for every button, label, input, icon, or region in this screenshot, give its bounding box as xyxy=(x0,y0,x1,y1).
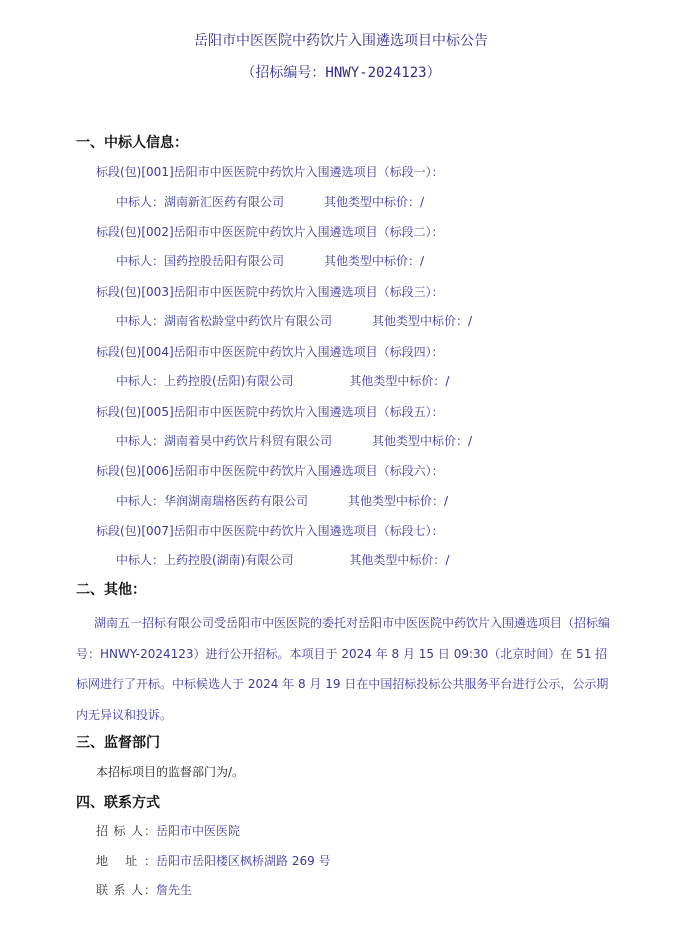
contact-value: 岳阳市岳阳楼区枫桥湖路 269 号 xyxy=(156,854,331,868)
lot-title: 标段(包)[006]岳阳市中医医院中药饮片入围遴选项目（标段六）： xyxy=(96,464,444,478)
notice-title: 岳阳市中医医院中药饮片入围遴选项目中标公告 xyxy=(194,33,488,49)
contact-row xyxy=(96,822,240,839)
winner-row xyxy=(116,492,448,509)
other-price: 其他类型中标价：/ xyxy=(372,434,473,448)
other-price: 其他类型中标价：/ xyxy=(324,254,425,268)
winner-name: 中标人：上药控股(岳阳)有限公司 xyxy=(116,374,294,388)
supervision-text: 本招标项目的监督部门为/。 xyxy=(96,765,245,779)
section-heading-contact: 四、联系方式 xyxy=(76,795,160,811)
contact-value: 詹先生 xyxy=(156,883,193,897)
winner-row xyxy=(116,432,472,449)
section-heading-other: 二、其他： xyxy=(76,582,146,598)
lot-title: 标段(包)[004]岳阳市中医医院中药饮片入围遴选项目（标段四）： xyxy=(96,345,444,359)
winner-row xyxy=(116,252,424,269)
lot-title: 标段(包)[007]岳阳市中医医院中药饮片入围遴选项目（标段七）： xyxy=(96,524,444,538)
lot-title: 标段(包)[003]岳阳市中医医院中药饮片入围遴选项目（标段三）： xyxy=(96,285,444,299)
winner-row xyxy=(116,312,472,329)
winner-name: 中标人：国药控股岳阳有限公司 xyxy=(116,254,285,268)
contact-value: 岳阳市中医医院 xyxy=(156,824,241,838)
contact-row xyxy=(96,852,331,869)
contact-label: 招 标 人： xyxy=(96,824,156,838)
winner-name: 中标人：湖南着昊中药饮片科贸有限公司 xyxy=(116,434,333,448)
winner-name: 中标人：上药控股(湖南)有限公司 xyxy=(116,553,294,567)
contact-label: 地 址： xyxy=(96,854,156,868)
lot-title: 标段(包)[005]岳阳市中医医院中药饮片入围遴选项目（标段五）： xyxy=(96,405,444,419)
other-price: 其他类型中标价：/ xyxy=(349,374,450,388)
winner-row xyxy=(116,551,449,568)
winner-name: 中标人：湖南省松龄堂中药饮片有限公司 xyxy=(116,314,333,328)
winner-row xyxy=(116,193,424,210)
other-price: 其他类型中标价：/ xyxy=(372,314,473,328)
tender-number: （招标编号：HNWY-2024123） xyxy=(241,65,441,81)
other-price: 其他类型中标价：/ xyxy=(324,195,425,209)
winner-name: 中标人：华润湖南瑞格医药有限公司 xyxy=(116,494,309,508)
other-price: 其他类型中标价：/ xyxy=(349,553,450,567)
section-heading-supervision: 三、监督部门 xyxy=(76,735,160,751)
contact-label: 联 系 人： xyxy=(96,883,156,897)
lot-title: 标段(包)[001]岳阳市中医医院中药饮片入围遴选项目（标段一）： xyxy=(96,165,444,179)
other-price: 其他类型中标价：/ xyxy=(348,494,449,508)
section-heading-winners: 一、中标人信息： xyxy=(76,135,188,151)
other-paragraph: 湖南五一招标有限公司受岳阳市中医医院的委托对岳阳市中医医院中药饮片入围遴选项目（招标编号：HNWY-2024123）进行公开招标。本项目于 2024 年 8 月 15 日 09:30（北京时间）在 51 招标网进行了开标。中标候选人于 2024 年 8 月 19 日在中国招标投标公共服务平台进行公示，公示期内无异议和投诉。 xyxy=(76,616,611,722)
winner-name: 中标人：湖南新汇医药有限公司 xyxy=(116,195,285,209)
contact-row xyxy=(96,881,192,898)
lot-title: 标段(包)[002]岳阳市中医医院中药饮片入围遴选项目（标段二）： xyxy=(96,225,444,239)
winner-row xyxy=(116,372,449,389)
